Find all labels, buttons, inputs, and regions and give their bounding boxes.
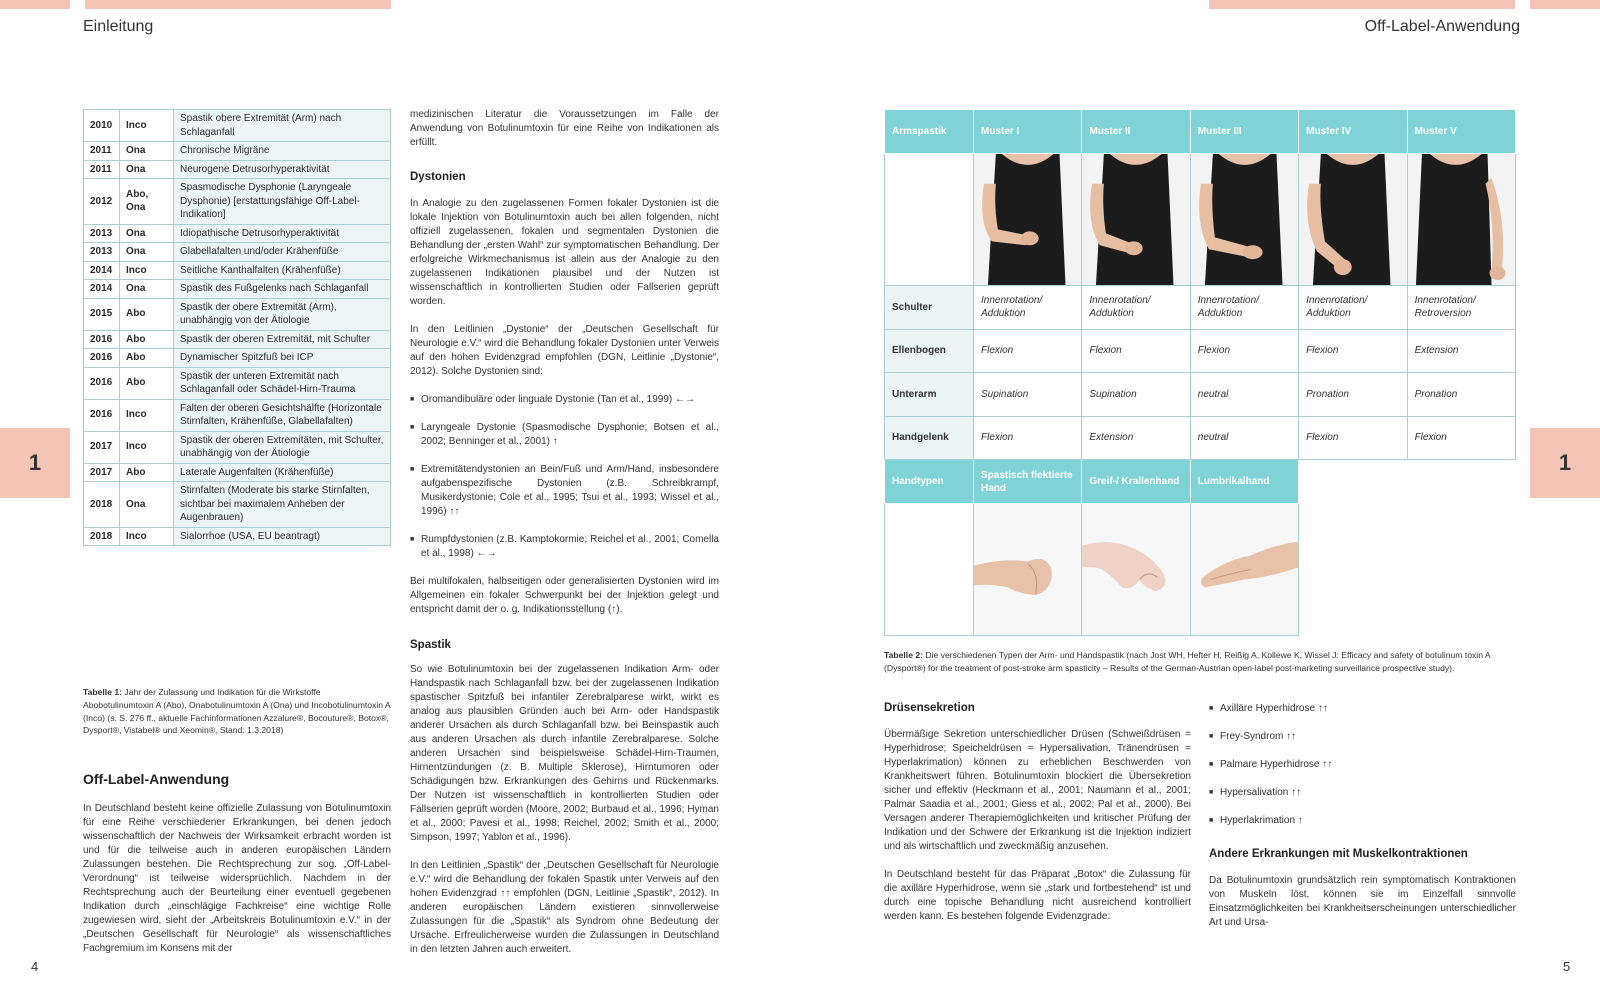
table-cell: Innenrotation/ Retroversion bbox=[1408, 286, 1516, 330]
indication-cell: Neurogene Detrusorhyperaktivität bbox=[174, 160, 391, 179]
table-row bbox=[884, 373, 1516, 417]
table-row bbox=[884, 286, 1516, 330]
page-number-right: 5 bbox=[1563, 959, 1571, 974]
row-label: Unterarm bbox=[884, 373, 974, 417]
chapter-tab-right: 1 bbox=[1530, 428, 1600, 498]
hand-type-photo bbox=[974, 504, 1082, 636]
indication-cell: Spastik der oberen Extremitäten, mit Schulter, unabhängig von der Ätiologie bbox=[174, 431, 391, 463]
table-cell: Flexion bbox=[1299, 330, 1407, 374]
agent-cell: Abo bbox=[120, 463, 174, 482]
hand-photo-row bbox=[884, 504, 1516, 636]
table-cell: Flexion bbox=[1299, 417, 1407, 461]
indication-cell: Spastik obere Extremität (Arm) nach Schlaganfall bbox=[174, 110, 391, 142]
paragraph-spastik-2: In den Leitlinien „Spastik“ der „Deutschen Gesellschaft für Neurologie e.V.“ wird die Behandlung der fokalen Spastik unter Verweis auf den hohen Evidenzgrad ↑↑ empfohlen (DGN, Leitlinie „Spastik“, 2012). In anderen europäischen Ländern existieren sinnvollerweise Zulassungen für die „Spastik“ als Syndrom ohne Bedeutung der Ursache. Erfreulicherweise wurden die Zulassungen in Deutschland in den letzten Jahren auch erweitert. bbox=[410, 860, 719, 955]
hand-type-photo bbox=[1082, 504, 1190, 636]
hand-type-photo bbox=[1191, 504, 1299, 636]
chapter-tab-left: 1 bbox=[0, 428, 70, 498]
indication-cell: Dynamischer Spitzfuß bei ICP bbox=[174, 349, 391, 368]
table1-caption: Tabelle 1: Jahr der Zulassung und Indikation für die Wirkstoffe Abobotulinumtoxin A (Abo), Onabotulinumtoxin A (Ona) und Incobotulinumtoxin A (Inco) (s. S. 276 ff., aktuelle Fachinformationen Azzalure®, Bocouture®, Botox®, Dysport®, Vistabel® und Xeomin®, Stand: 1.3.2018) bbox=[83, 687, 391, 736]
heading-dystonien: Dystonien bbox=[410, 171, 466, 183]
table-cell: Extension bbox=[1408, 330, 1516, 374]
table-row bbox=[84, 527, 391, 546]
header-cell: Armspastik bbox=[884, 110, 974, 154]
list-item: ■ Hyperlakrimation ↑ bbox=[1209, 814, 1516, 828]
agent-cell: Abo bbox=[120, 298, 174, 330]
agent-cell: Inco bbox=[120, 431, 174, 463]
year-cell: 2016 bbox=[84, 330, 120, 349]
page-number-left: 4 bbox=[31, 959, 39, 974]
year-cell: 2011 bbox=[84, 160, 120, 179]
header-cell: Spastisch flektierte Hand bbox=[974, 460, 1082, 504]
table-cell: Flexion bbox=[1082, 330, 1190, 374]
list-item: ■ Extremitätendystonien an Bein/Fuß und Arm/Hand, insbesondere aufgabenspezifische Dystonien (z.B. Schreibkrampf, Musikerdystonie; Cole et al., 1995; Tsui et al., 1993; Wissel et al., 1996) ↑↑ bbox=[410, 463, 719, 519]
table2-caption: Tabelle 2: Die verschiedenen Typen der Arm- und Handspastik (nach Jost WH, Hefter H, Reißig A, Kollewe K, Wissel J: Efficacy and safety of botulinum toxin A (Dysport®) for the treatment of post-stroke arm spasticity – Results of the German-Austrian open-label post-marketing surveillance prospective study). bbox=[884, 650, 1491, 673]
indication-cell: Chronische Migräne bbox=[174, 142, 391, 161]
indication-cell: Spastik des Fußgelenks nach Schlaganfall bbox=[174, 280, 391, 299]
row-label: Handgelenk bbox=[884, 417, 974, 461]
table-row bbox=[84, 224, 391, 243]
header-cell: Muster V bbox=[1408, 110, 1516, 154]
row-label: Ellenbogen bbox=[884, 330, 974, 374]
heading-druesensekretion: Drüsensekretion bbox=[884, 702, 975, 714]
year-cell: 2017 bbox=[84, 431, 120, 463]
indication-cell: Glabellafalten und/oder Krähenfüße bbox=[174, 243, 391, 262]
agent-cell: Inco bbox=[120, 110, 174, 142]
year-cell: 2016 bbox=[84, 349, 120, 368]
table-row bbox=[884, 417, 1516, 461]
agent-cell: Inco bbox=[120, 527, 174, 546]
list-item: ■ Frey-Syndrom ↑↑ bbox=[1209, 730, 1516, 744]
empty-cell bbox=[884, 154, 974, 286]
indication-cell: Spastik der obere Extremität (Arm), unabhängig von der Ätiologie bbox=[174, 298, 391, 330]
indication-cell: Spastik der unteren Extremität nach Schlaganfall oder Schädel-Hirn-Trauma bbox=[174, 367, 391, 399]
list-item: ■ Axilläre Hyperhidrose ↑↑ bbox=[1209, 702, 1516, 716]
list-item: ■ Rumpfdystonien (z.B. Kamptokormie; Reichel et al., 2001; Comella et al., 1998) ←→ bbox=[410, 533, 719, 561]
list-item: ■ Hypersalivation ↑↑ bbox=[1209, 786, 1516, 800]
year-cell: 2017 bbox=[84, 463, 120, 482]
table-cell: Flexion bbox=[1408, 417, 1516, 461]
table-cell: neutral bbox=[1191, 417, 1299, 461]
agent-cell: Abo, Ona bbox=[120, 179, 174, 225]
table-row bbox=[84, 463, 391, 482]
agent-cell: Ona bbox=[120, 280, 174, 299]
table-cell: Innenrotation/ Adduktion bbox=[1082, 286, 1190, 330]
left-column-2 bbox=[410, 108, 719, 957]
table-row bbox=[84, 482, 391, 528]
list-item: ■ Palmare Hyperhidrose ↑↑ bbox=[1209, 758, 1516, 772]
table-cell: Supination bbox=[1082, 373, 1190, 417]
paragraph-andere: Da Botulinumtoxin grundsätzlich rein symptomatisch Kontraktionen von Muskeln löst, können sie im Einzelfall sinnvolle Einsatzmöglichkeiten bei Krankheitserscheinungen unterschiedlicher Art und Ursa- bbox=[1209, 875, 1516, 928]
table-cell: Innenrotation/ Adduktion bbox=[1299, 286, 1407, 330]
arm-pattern-photo bbox=[1408, 154, 1516, 286]
header-cell: Handtypen bbox=[884, 460, 974, 504]
table-row bbox=[84, 399, 391, 431]
heading-andere-erkrankungen: Andere Erkrankungen mit Muskelkontraktionen bbox=[1209, 848, 1468, 860]
year-cell: 2013 bbox=[84, 224, 120, 243]
page-tab-decoration bbox=[1209, 0, 1515, 9]
indication-cell: Falten der oberen Gesichtshälfte (Horizontale Stirnfalten, Krähenfüße, Glabellafalten) bbox=[174, 399, 391, 431]
table-row bbox=[84, 431, 391, 463]
paragraph-dystonien-1: In Analogie zu den zugelassenen Formen fokaler Dystonien ist die lokale Injektion von Botulinumtoxin auch bei allen folgenden, nicht offiziell zugelassenen, fokalen und segmentalen Dystonien die Behandlung der „ersten Wahl“ zur symptomatischen Behandlung. Der erfolgreiche Wirkmechanismus ist allein aus der Analogie zu den zugelassenen Indikationen plausibel und der Nutzen ist wissenschaftlich in kontrollierten Studien oder Fallserien geprüft worden. bbox=[410, 198, 719, 307]
table-cell: Pronation bbox=[1299, 373, 1407, 417]
year-cell: 2016 bbox=[84, 367, 120, 399]
agent-cell: Abo bbox=[120, 349, 174, 368]
table-row bbox=[84, 261, 391, 280]
table-cell: Extension bbox=[1082, 417, 1190, 461]
list-item: ■ Oromandibuläre oder linguale Dystonie (Tan et al., 1999) ←→ bbox=[410, 393, 719, 407]
running-header-left: Einleitung bbox=[83, 18, 154, 35]
agent-cell: Inco bbox=[120, 399, 174, 431]
header-cell: Greif-/ Krallenhand bbox=[1082, 460, 1190, 504]
agent-cell: Ona bbox=[120, 142, 174, 161]
indication-cell: Stirnfalten (Moderate bis starke Stirnfalten, sichtbar bei maximalem Anheben der Augenbrauen) bbox=[174, 482, 391, 528]
table-row bbox=[84, 330, 391, 349]
table-row bbox=[84, 298, 391, 330]
year-cell: 2012 bbox=[84, 179, 120, 225]
paragraph-dystonien-3: Bei multifokalen, halbseitigen oder generalisierten Dystonien wird im Allgemeinen ein fokaler Schwerpunkt bei der Injektion gelegt und entspricht damit der o. g. Indikationsstellung (↑). bbox=[410, 576, 719, 615]
agent-cell: Inco bbox=[120, 261, 174, 280]
year-cell: 2011 bbox=[84, 142, 120, 161]
year-cell: 2018 bbox=[84, 482, 120, 528]
table-cell: Pronation bbox=[1408, 373, 1516, 417]
table-cell: Flexion bbox=[974, 330, 1082, 374]
indication-cell: Spasmodische Dysphonie (Laryngeale Dysphonie) [erstattungsfähige Off-Label-Indikation] bbox=[174, 179, 391, 225]
agent-cell: Abo bbox=[120, 367, 174, 399]
paragraph-intro: medizinischen Literatur die Voraussetzungen im Falle der Anwendung von Botulinumtoxin für eine Reihe von Indikationen als erfüllt. bbox=[410, 109, 719, 148]
hand-types-header-row bbox=[884, 460, 1516, 504]
table-cell: Innenrotation/ Adduktion bbox=[1191, 286, 1299, 330]
arm-spasticity-table bbox=[884, 110, 1516, 636]
approval-table bbox=[83, 109, 391, 546]
arm-pattern-photo bbox=[974, 154, 1082, 286]
year-cell: 2013 bbox=[84, 243, 120, 262]
header-cell: Muster I bbox=[974, 110, 1082, 154]
table-row bbox=[84, 280, 391, 299]
table-row bbox=[84, 179, 391, 225]
table-row bbox=[84, 142, 391, 161]
paragraph-dystonien-2: In den Leitlinien „Dystonie“ der „Deutschen Gesellschaft für Neurologie e.V.“ wird die Behandlung fokaler Dystonien unter Verweis auf den hohen Evidenzgrad empfohlen (DGN, Leitlinie „Dystonie“, 2012). Solche Dystonien sind: bbox=[410, 324, 719, 377]
header-cell: Lumbrikalhand bbox=[1191, 460, 1299, 504]
paragraph-spastik-1: So wie Botulinumtoxin bei der zugelassenen Indikation Arm- oder Handspastik nach Schlaganfall bzw. bei der zugelassenen Indikation spastischer Spitzfuß bei infantiler Zerebralparese wirkt, wirkt es analog aus plausiblen Gründen auch bei Arm- oder Handspastik anderer Ursachen als durch Schlaganfall bzw. bei Beinspastik auch aus anderen Ursachen als durch infantile Zerebralparese. Solche anderen Ursachen sind beispielsweise Schädel-Hirn-Traumen, Hirnentzündungen (z. B. Multiple Sklerose), Hirntumoren oder Schädigungen bzw. Erkrankungen des Gehirns und Rückenmarks. Der Nutzen ist wissenschaftlich in kontrollierten Studien oder Fallserien geprüft worden (Moore, 2002; Burbaud et al., 1996; Hyman et al., 2000; Pavesi et al., 1998; Reichel, 2002; Smith et al., 2000; Simpson, 1997; Yablon et al., 1996). bbox=[410, 664, 719, 843]
table-row bbox=[84, 160, 391, 179]
year-cell: 2016 bbox=[84, 399, 120, 431]
table2-header-row bbox=[884, 110, 1516, 154]
table-cell: Flexion bbox=[1191, 330, 1299, 374]
agent-cell: Ona bbox=[120, 224, 174, 243]
table-row bbox=[84, 243, 391, 262]
indication-cell: Idiopathische Detrusorhyperaktivität bbox=[174, 224, 391, 243]
table-cell: Supination bbox=[974, 373, 1082, 417]
indication-cell: Spastik der oberen Extremität, mit Schulter bbox=[174, 330, 391, 349]
year-cell: 2014 bbox=[84, 280, 120, 299]
indication-cell: Seitliche Kanthalfalten (Krähenfüße) bbox=[174, 261, 391, 280]
arm-photo-row bbox=[884, 154, 1516, 286]
dystonia-list bbox=[410, 393, 719, 561]
arm-pattern-photo bbox=[1299, 154, 1407, 286]
table-row bbox=[884, 330, 1516, 374]
page-tab-decoration bbox=[1530, 0, 1600, 9]
agent-cell: Ona bbox=[120, 160, 174, 179]
page-tab-decoration bbox=[85, 0, 391, 9]
indication-cell: Laterale Augenfalten (Krähenfüße) bbox=[174, 463, 391, 482]
table-row bbox=[84, 110, 391, 142]
heading-spastik: Spastik bbox=[410, 639, 451, 651]
running-header-right: Off-Label-Anwendung bbox=[1364, 18, 1520, 35]
header-cell: Muster III bbox=[1191, 110, 1299, 154]
arm-pattern-photo bbox=[1082, 154, 1190, 286]
right-column-2 bbox=[1209, 702, 1516, 930]
agent-cell: Abo bbox=[120, 330, 174, 349]
list-item: ■ Laryngeale Dystonie (Spasmodische Dysphonie; Botsen et al., 2002; Benninger et al., 2001) ↑ bbox=[410, 421, 719, 449]
paragraph-off-label: In Deutschland besteht keine offizielle Zulassung von Botulinumtoxin für eine Reihe verschiedener Erkrankungen, bei denen jedoch wissenschaftlich der Nachweis der Wirksamkeit erbracht worden ist und für die teilweise auch in anderen europäischen Ländern Zulassungen bestehen. Die Rechtsprechung zur sog. „Off-Label-Verordnung“ ist teilweise widersprüchlich. Nachdem in der Rechtsprechung auch der Beurteilung einer eventuell gegebenen Indikation durch „einschlägige Fachkreise“ eine wichtige Rolle zugewiesen wird, sieht der „Arbeitskreis Botulinumtoxin e.V.“ in der „Deutschen Gesellschaft für Neurologie“ als wissenschaftliches Fachgremium im Konsens mit der bbox=[83, 803, 391, 954]
year-cell: 2014 bbox=[84, 261, 120, 280]
table-cell: Flexion bbox=[974, 417, 1082, 461]
page-tab-decoration bbox=[0, 0, 70, 9]
year-cell: 2018 bbox=[84, 527, 120, 546]
heading-off-label: Off-Label-Anwendung bbox=[83, 771, 230, 787]
indication-cell: Sialorrhoe (USA, EU beantragt) bbox=[174, 527, 391, 546]
arm-pattern-photo bbox=[1191, 154, 1299, 286]
paragraph-druesen-1: Übermäßige Sekretion unterschiedlicher Drüsen (Schweißdrüsen = Hyperhidrose; Speicheldrüsen = Hypersalivation, Tränendrüsen = Hyperlakrimation) können zu erheblichen Beschwerden von Krankheitswert führen. Botulinumtoxin blockiert die Übersekretion sicher und effektiv (Heckmann et al., 2001; Naumann et al., 2001; Palmar Saadia et al., 2001; Giess et al., 2002; Pal et al., 2000). Bei Versagen anderer Therapiemöglichkeiten und kritischer Prüfung der Indikation und der Schwere der Erkrankung ist die Injektion indiziert und als wirtschaftlich und zweckmäßig anzusehen. bbox=[884, 729, 1191, 852]
year-cell: 2010 bbox=[84, 110, 120, 142]
header-cell: Muster II bbox=[1082, 110, 1190, 154]
row-label: Schulter bbox=[884, 286, 974, 330]
agent-cell: Ona bbox=[120, 482, 174, 528]
table-row bbox=[84, 367, 391, 399]
table-cell: neutral bbox=[1191, 373, 1299, 417]
year-cell: 2015 bbox=[84, 298, 120, 330]
right-column-1 bbox=[884, 702, 1191, 924]
table-cell: Innenrotation/ Adduktion bbox=[974, 286, 1082, 330]
empty-cell bbox=[884, 504, 974, 636]
table-row bbox=[84, 349, 391, 368]
agent-cell: Ona bbox=[120, 243, 174, 262]
header-cell: Muster IV bbox=[1299, 110, 1407, 154]
paragraph-druesen-2: In Deutschland besteht für das Präparat „Botox“ die Zulassung für die axilläre Hyperhidrose, wenn sie „stark und fortbestehend“ ist und durch eine topische Behandlung nicht ausreichend kontrolliert werden kann. Es bestehen folgende Evidenzgrade: bbox=[884, 869, 1191, 922]
